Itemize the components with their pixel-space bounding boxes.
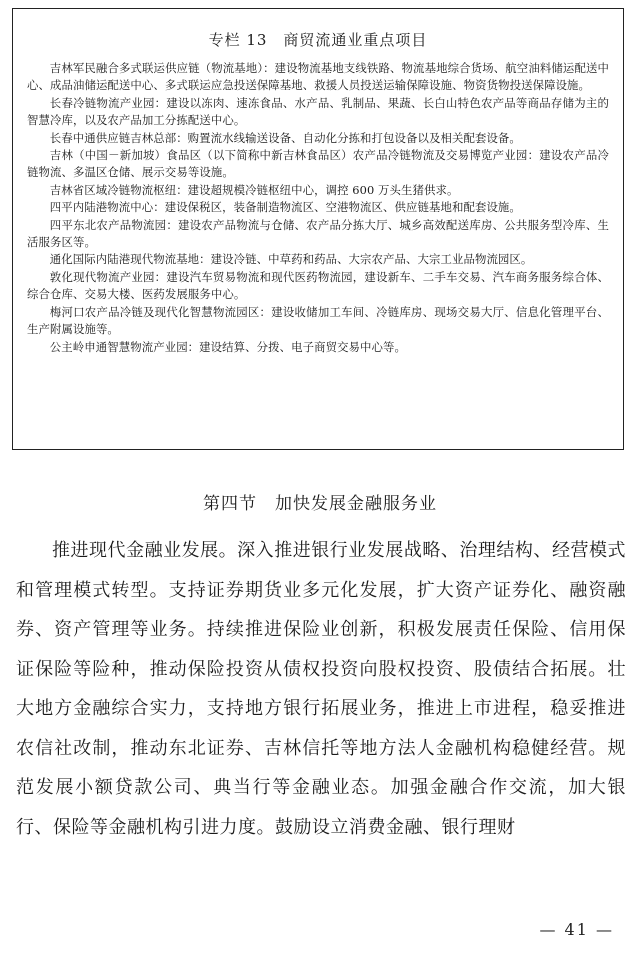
box-item: 敦化现代物流产业园：建设汽车贸易物流和现代医药物流园，建设新车、二手车交易、汽车商务服务综合体、综合仓库、交易大楼、医药发展服务中心。 xyxy=(27,269,609,302)
box-item: 梅河口农产品冷链及现代化智慧物流园区：建设收储加工车间、冷链库房、现场交易大厅、信息化管理平台、生产附属设施等。 xyxy=(27,304,609,337)
box-item: 吉林省区域冷链物流枢纽：建设超规模冷链枢纽中心，调控 600 万头生猪供求。 xyxy=(49,182,459,197)
section-title: 第四节 加快发展金融服务业 xyxy=(203,494,437,514)
box-item: 吉林（中国－新加坡）食品区（以下简称中新吉林食品区）农产品冷链物流及交易博览产业园：建设农产品冷链物流、多温区仓储、展示交易等设施。 xyxy=(27,148,609,180)
box-title: 专栏 13 商贸流通业重点项目 xyxy=(208,31,428,49)
box-item: 长春冷链物流产业园：建设以冻肉、速冻食品、水产品、乳制品、果蔬、长白山特色农产品等商品存储为主的智慧冷库，以及农产品加工分拣配送中心。 xyxy=(27,95,609,128)
page-number: — 41 — xyxy=(539,920,614,939)
box-body xyxy=(27,60,609,356)
box-item: 通化国际内陆港现代物流基地：建设冷链、中草药和药品、大宗农产品、大宗工业品物流园区。 xyxy=(49,252,533,267)
main-body xyxy=(16,531,626,847)
box-item: 长春中通供应链吉林总部：购置流水线输送设备、自动化分拣和打包设备以及相关配套设备。 xyxy=(49,130,521,145)
box-item: 吉林军民融合多式联运供应链（物流基地）：建设物流基地支线铁路、物流基地综合货场、航空油料储运配送中心、成品油储运配送中心、多式联运应急投送保障基地、救援人员投送运输保障设施、物资货物投送保障设施。 xyxy=(27,61,609,93)
body-paragraph: 推进现代金融业发展。深入推进银行业发展战略、治理结构、经营模式和管理模式转型。支持证券期货业多元化发展，扩大资产证券化、融资融券、资产管理等业务。持续推进保险业创新，积极发展责任保险、信用保证保险等险种，推动保险投资从债权投资向股权投资、股债结合拓展。壮大地方金融综合实力，支持地方银行拓展业务，推进上市进程，稳妥推进农信社改制，推动东北证券、吉林信托等地方法人金融机构稳健经营。规范发展小额贷款公司、典当行等金融业态。加强金融合作交流，加大银行、保险等金融机构引进力度。鼓励设立消费金融、银行理财 xyxy=(16,540,626,838)
box-item: 四平内陆港物流中心：建设保税区，装备制造物流区、空港物流区、供应链基地和配套设施。 xyxy=(49,200,521,215)
box-item: 四平东北农产品物流园：建设农产品物流与仓储、农产品分拣大厅、城乡高效配送库房、公共服务型冷库、生活服务区等。 xyxy=(27,217,609,250)
sidebar-box xyxy=(12,8,624,450)
box-item: 公主岭申通智慧物流产业园：建设结算、分拨、电子商贸交易中心等。 xyxy=(49,339,407,354)
